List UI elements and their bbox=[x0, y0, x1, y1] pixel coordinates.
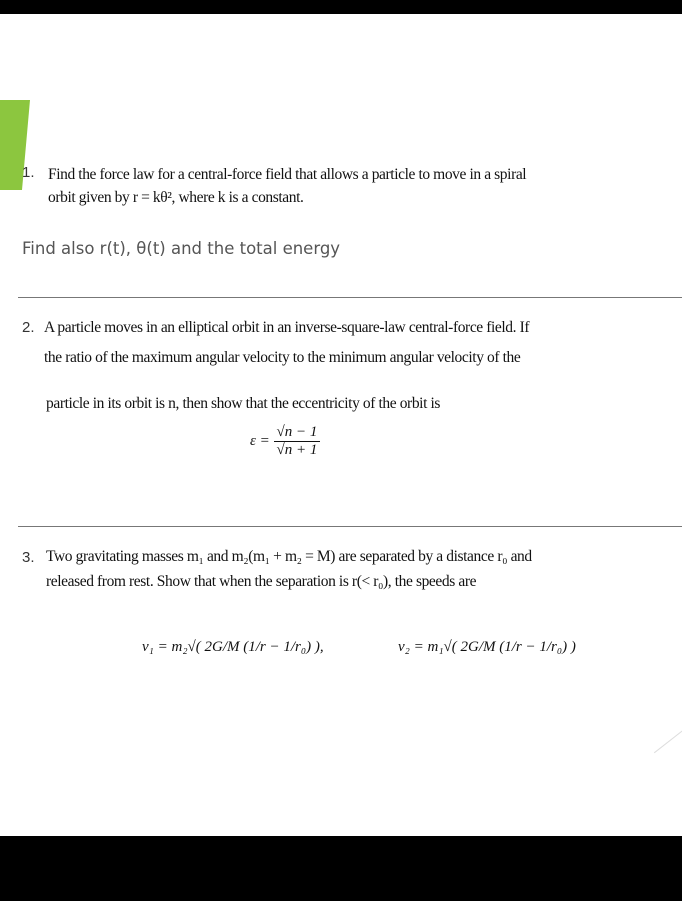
formula-denominator: √n + 1 bbox=[276, 442, 318, 458]
decorative-line bbox=[654, 728, 682, 753]
problem-1-number: 1. bbox=[22, 164, 35, 181]
problem-1-line-1: Find the force law for a central-force field that allows a particle to move in a spiral bbox=[48, 166, 527, 183]
divider-2 bbox=[18, 526, 682, 527]
speed-formula-v1: v₁ = m₂√( 2G/M (1/r − 1/r₀) ), bbox=[142, 639, 324, 655]
eccentricity-formula bbox=[250, 424, 320, 459]
problem-2-line-1: A particle moves in an elliptical orbit in an inverse-square-law central-force field. If bbox=[44, 319, 530, 336]
formula-numerator: √n − 1 bbox=[274, 424, 321, 442]
problem-1-extra-question: Find also r(t), θ(t) and the total energy bbox=[22, 239, 341, 258]
divider-1 bbox=[18, 297, 682, 298]
speed-formula-v2: v₂ = m₁√( 2G/M (1/r − 1/r₀) ) bbox=[398, 639, 576, 655]
top-black-bar bbox=[0, 0, 682, 14]
problem-3-line-2: released from rest. Show that when the separation is r(< r₀), the speeds are bbox=[46, 573, 477, 590]
problem-1-line-2: orbit given by r = kθ², where k is a constant. bbox=[48, 189, 304, 206]
formula-fraction bbox=[274, 424, 321, 459]
problem-2-number: 2. bbox=[22, 319, 35, 336]
problem-2-line-2: the ratio of the maximum angular velocity to the minimum angular velocity of the bbox=[44, 349, 521, 366]
problem-3-line-1: Two gravitating masses m₁ and m₂(m₁ + m₂ = M) are separated by a distance r₀ and bbox=[46, 548, 532, 565]
problem-2-line-3: particle in its orbit is n, then show that the eccentricity of the orbit is bbox=[46, 395, 440, 412]
bottom-black-bar bbox=[0, 836, 682, 901]
problem-3-number: 3. bbox=[22, 549, 35, 566]
document-page bbox=[0, 14, 682, 836]
formula-lhs: ε = bbox=[250, 432, 270, 449]
